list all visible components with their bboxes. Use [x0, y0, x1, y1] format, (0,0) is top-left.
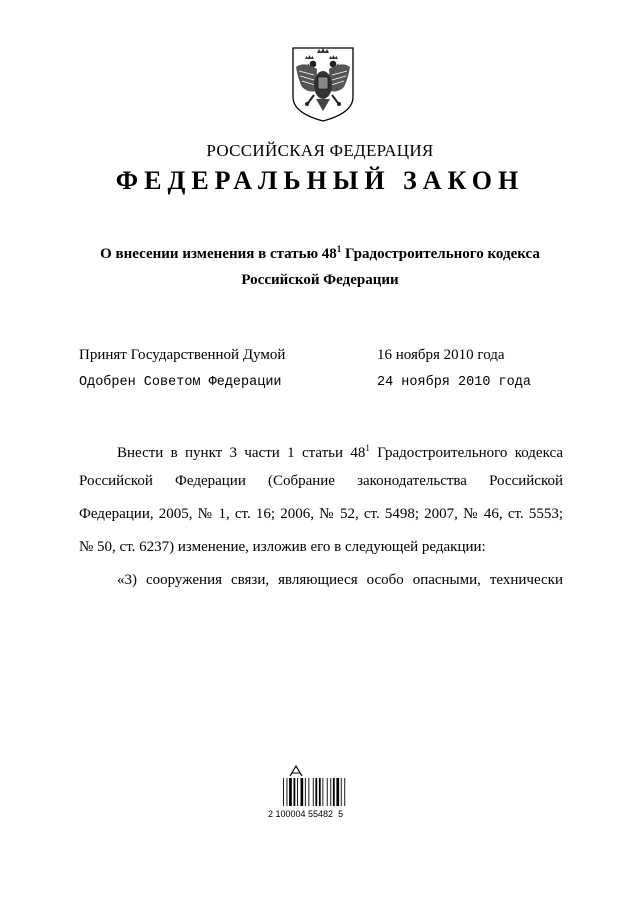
barcode-bar: [287, 778, 288, 806]
country-heading: РОССИЙСКАЯ ФЕДЕРАЦИЯ: [206, 141, 434, 160]
barcode-bar: [301, 778, 304, 806]
printer-logo-icon: [288, 764, 304, 778]
body-line-2: Российской Федерации (Собрание законодательства Российской: [79, 473, 563, 489]
body-line-3: Федерации, 2005, № 1, ст. 16; 2006, № 52, ст. 5498; 2007, № 46, ст. 5553;: [79, 506, 563, 522]
coat-of-arms-emblem-icon: [290, 45, 356, 123]
approved-by-federation-council-date: 24 ноября 2010 года: [377, 375, 531, 390]
barcode-bar: [305, 778, 306, 806]
barcode-bar: [313, 778, 314, 806]
law-type-heading: ФЕДЕРАЛЬНЫЙ ЗАКОН: [115, 166, 525, 195]
body-line-4: № 50, ст. 6237) изменение, изложив его в следующей редакции:: [79, 539, 486, 555]
law-title: [60, 236, 580, 293]
adopted-by-duma-date: 16 ноября 2010 года: [377, 347, 505, 363]
body-line-5: «3) сооружения связи, являющиеся особо опасными, технически: [117, 572, 563, 588]
barcode: [283, 778, 353, 806]
law-title-line-2: Российской Федерации: [241, 272, 399, 288]
barcode-bar: [289, 778, 292, 806]
barcode-bar: [336, 778, 339, 806]
body-line-1: Внести в пункт 3 части 1 статьи $48^1$ Градостроительного кодекса: [117, 443, 563, 461]
barcode-bar: [344, 778, 345, 806]
barcode-bar: [319, 778, 321, 806]
barcode-bar: [341, 778, 342, 806]
barcode-bar: [294, 778, 296, 806]
barcode-bar: [297, 778, 298, 806]
barcode-bar: [308, 778, 309, 806]
law-title-line-1: О внесении изменения в статью $48^1$ Градостроительного кодекса: [100, 244, 540, 262]
barcode-bar: [283, 778, 284, 806]
barcode-bar: [327, 778, 328, 806]
barcode-bar: [330, 778, 331, 806]
barcode-bar: [322, 778, 323, 806]
approved-by-federation-council-label: Одобрен Советом Федерации: [79, 375, 282, 390]
adopted-by-duma-label: Принят Государственной Думой: [79, 347, 286, 363]
barcode-number: 2 100004 55482 5: [268, 809, 344, 819]
barcode-bar: [333, 778, 335, 806]
barcode-bar: [315, 778, 317, 806]
